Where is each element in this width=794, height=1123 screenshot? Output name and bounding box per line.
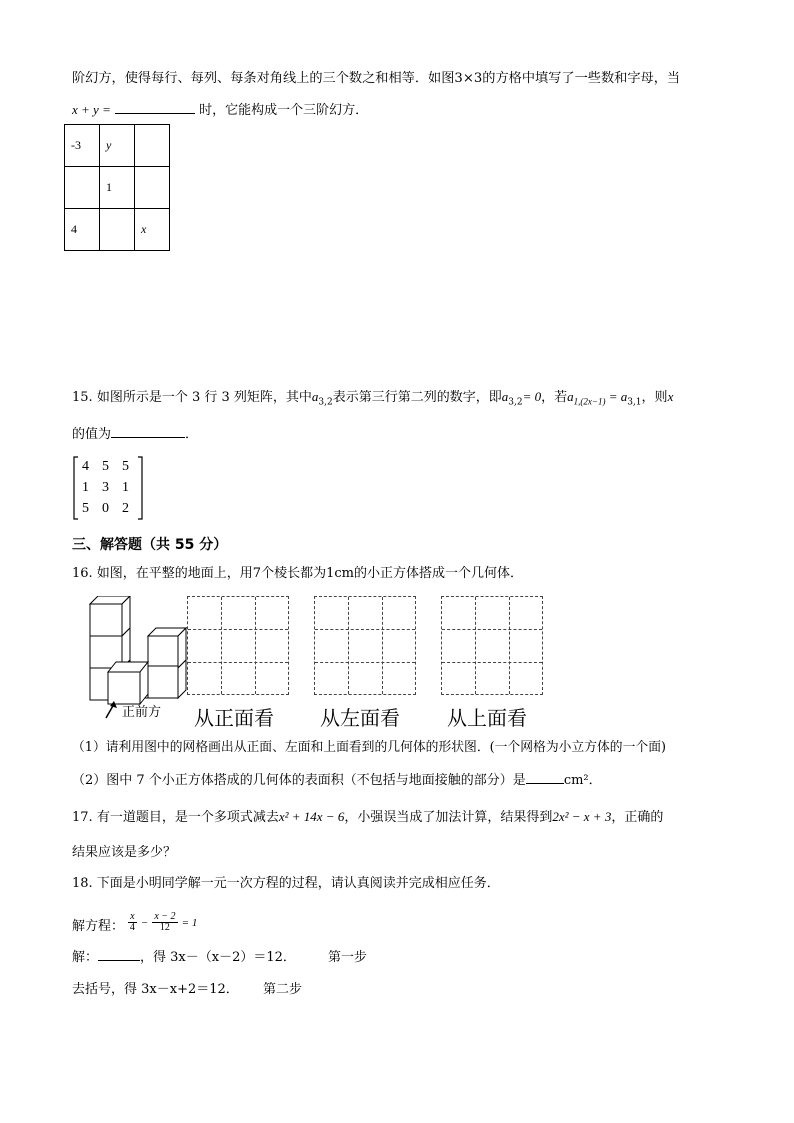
cube <box>90 596 130 636</box>
q15-line2: 的值为 ． <box>72 427 199 442</box>
q17-line1 <box>72 810 663 824</box>
q16-text: 16. 如图，在平整的地面上，用7个棱长都为1cm的小正方体搭成一个几何体． <box>72 566 523 581</box>
q17-poly1: x² + 14x − 6 <box>278 809 345 824</box>
q18-step1-blank[interactable] <box>98 960 140 961</box>
top-view-caption: 从上面看 <box>447 706 527 730</box>
matrix-cell: 5 <box>122 459 129 474</box>
q15-a32-sub-2: 3,2 <box>508 397 523 408</box>
fraction-1: $\frac{x}{4}$ <box>129 911 135 933</box>
q15-text-c: ，若 <box>541 390 568 405</box>
front-direction-label: 正前方 <box>122 705 162 720</box>
q15-eq-zero: = 0 <box>522 389 542 404</box>
q15-answer-blank[interactable] <box>111 437 185 438</box>
q15-a32-sub: 3,2 <box>318 397 333 408</box>
matrix-cell: 5 <box>82 501 89 516</box>
q18-text: 18. 下面是小明同学解一元一次方程的过程，请认真阅读并完成相应任务． <box>72 876 500 891</box>
left-view-grid[interactable] <box>314 596 416 695</box>
grid-cell: -3 <box>65 125 100 167</box>
q15-text-d: ，则 <box>641 390 668 405</box>
q15-a32-2: a <box>501 389 509 404</box>
q15-rhs-sub: 3,1 <box>627 397 642 408</box>
matrix <box>72 455 144 521</box>
q17-text-b: ，小强误当成了加法计算，结果得到 <box>344 810 553 825</box>
q18-step2: 去括号，得 3x－x+2＝12． <box>72 982 239 997</box>
matrix-cell: 1 <box>82 480 89 495</box>
section-title: 三、解答题（共 55 分） <box>72 537 228 553</box>
fraction-2: $\frac{x - 2}{12}$ <box>154 911 176 933</box>
grid-cell: y <box>100 125 135 167</box>
matrix-cell: 2 <box>122 501 129 516</box>
left-view-caption: 从左面看 <box>320 706 400 730</box>
q17-number: 17. <box>72 810 93 825</box>
front-view-caption: 从正面看 <box>194 706 274 730</box>
q15-lhs-sub: 1,(2x−1) <box>573 396 606 407</box>
q18-solve-label: 解方程： <box>72 919 125 934</box>
matrix-cell: 5 <box>102 459 109 474</box>
front-view-grid[interactable] <box>187 596 289 695</box>
cube <box>108 662 148 704</box>
grid-cell: 4 <box>65 209 100 251</box>
matrix-cell: 4 <box>82 459 89 474</box>
q17-text-a: 有一道题目，是一个多项式减去 <box>96 810 279 825</box>
q17-poly2: 2x² − x + 3 <box>552 809 612 824</box>
q18-equation: 解方程： $\frac{x}{4}$ − $\frac{x - 2}{12}$ = 1 <box>72 911 198 934</box>
q18-step2-tag: 第二步 <box>263 982 303 997</box>
q14-tail: 时，它能构成一个三阶幻方． <box>199 103 369 118</box>
q16-answer-blank[interactable] <box>526 783 564 784</box>
q18-step1: 解： ，得 3x－（x－2）＝12． <box>72 950 296 965</box>
q15-var: x <box>667 389 674 404</box>
q14-line2 <box>72 103 368 117</box>
matrix-cell: 1 <box>122 480 129 495</box>
q16-part2-text: （2）图中 7 个小正方体搭成的几何体的表面积（不包括与地面接触的部分）是 <box>72 773 526 788</box>
q17-line2: 结果应该是多少？ <box>72 845 177 860</box>
q16-part2 <box>72 774 602 787</box>
q16-part2-unit: cm²． <box>563 773 602 788</box>
grid-cell <box>100 209 135 251</box>
q14-line1: 阶幻方，使得每行、每列、每条对角线上的三个数之和相等．如图3×3的方格中填写了一些数和字母，当 <box>72 71 681 86</box>
cube <box>148 660 186 698</box>
grid-cell: 1 <box>100 167 135 209</box>
grid-cell <box>135 125 170 167</box>
q15-lhs-a: a <box>567 389 574 404</box>
q14-expr: x + y = <box>72 102 111 117</box>
top-view-grid[interactable] <box>441 596 543 695</box>
magic-square-grid <box>64 124 170 251</box>
q18-step1-tag: 第一步 <box>328 950 368 965</box>
matrix-cell: 3 <box>102 480 109 495</box>
q15-rhs-a: a <box>620 389 628 404</box>
cube <box>148 628 186 668</box>
grid-cell <box>65 167 100 209</box>
q15-number: 15. <box>72 390 93 405</box>
grid-cell <box>135 167 170 209</box>
q15-text-b: 表示第三行第二列的数字，即 <box>332 390 502 405</box>
q15-line1: 15. 如图所示是一个 3 行 3 列矩阵，其中$a_{3,2}$表示第三行第二列的数字，即$a_{3,2}= 0$，若$a_{1,(2x-1)} = a_{3,1}$，则x <box>72 389 674 408</box>
q15-line2-text: 的值为 <box>72 427 112 442</box>
q14-answer-blank[interactable] <box>115 113 195 114</box>
matrix-cell: 0 <box>102 501 109 516</box>
q17-text-c: ，正确的 <box>611 810 664 825</box>
grid-cell: x <box>135 209 170 251</box>
q16-part1: （1）请利用图中的网格画出从正面、左面和上面看到的几何体的形状图．(一个网格为小立方体的一个面) <box>72 740 666 755</box>
q18-rhs: = 1 <box>181 917 198 929</box>
q15-text-a: 如图所示是一个 3 行 3 列矩阵，其中 <box>96 390 312 405</box>
q15-a32: a <box>311 389 319 404</box>
